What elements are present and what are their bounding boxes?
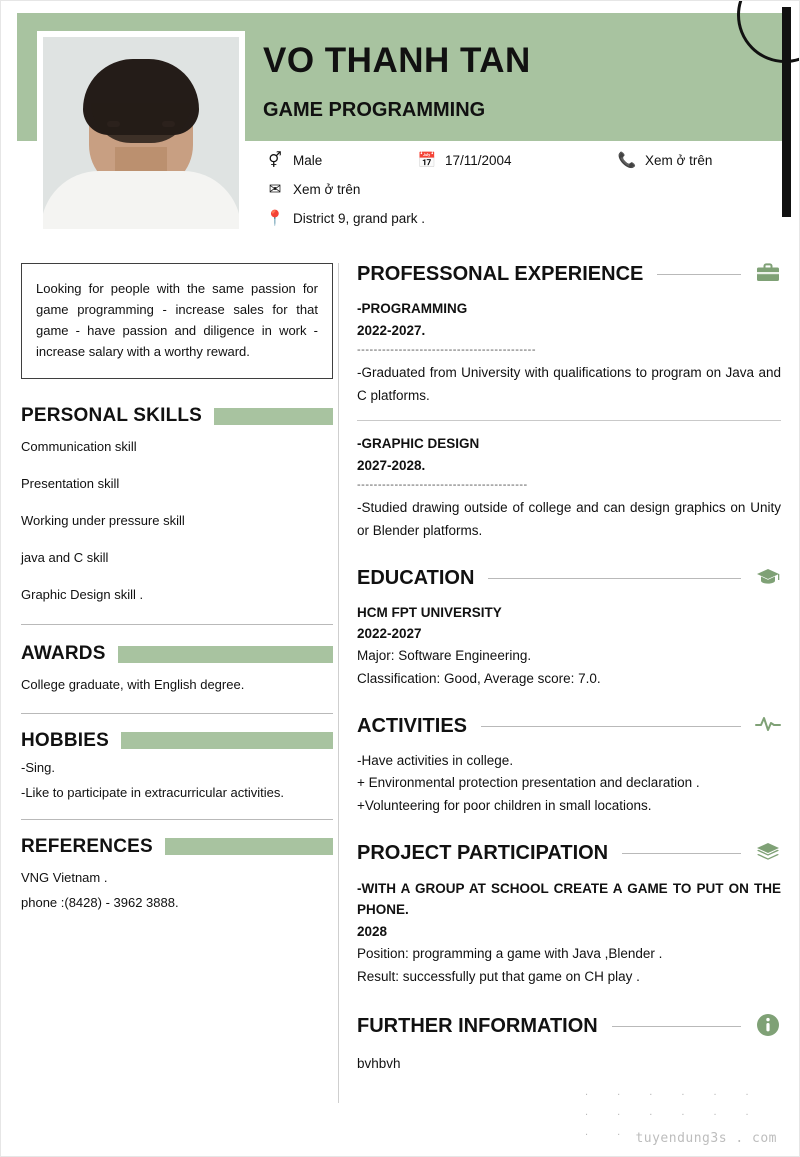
photo-shirt — [41, 171, 241, 229]
list-item: Working under pressure skill — [21, 513, 185, 529]
section-awards — [21, 643, 333, 714]
profile-photo-image — [43, 37, 239, 229]
hobbies-heading — [21, 730, 333, 752]
spacer — [357, 822, 781, 842]
contact-phone-value: Xem ở trên — [645, 152, 713, 168]
phone-icon: 📞 — [617, 152, 637, 169]
left-column — [21, 263, 333, 913]
list-item: java and C skill — [21, 550, 109, 566]
education-major: Major: Software Engineering. — [357, 648, 532, 664]
briefcase-icon — [755, 263, 781, 286]
heading-rule — [488, 578, 741, 579]
activities-heading — [357, 715, 781, 738]
activities-title: ACTIVITIES — [357, 714, 468, 737]
gender-icon: ⚥ — [268, 152, 282, 169]
contact-dob — [415, 151, 615, 169]
section-project — [357, 842, 781, 989]
experience-divider: ------------------------------------------- — [357, 343, 537, 356]
further-title: FURTHER INFORMATION — [357, 1015, 598, 1037]
layers-icon — [755, 842, 781, 866]
personal-skills-title: PERSONAL SKILLS — [21, 405, 203, 427]
photo-eye-right — [162, 121, 175, 127]
heading-accent-bar — [118, 646, 333, 663]
project-position: Position: programming a game with Java ,Blender . — [357, 946, 663, 962]
experience-period: 2022-2027. — [357, 322, 426, 338]
education-heading — [357, 567, 781, 590]
experience-role: -GRAPHIC DESIGN — [357, 436, 480, 452]
contact-row-1 — [263, 151, 783, 169]
education-period: 2022-2027 — [357, 626, 422, 642]
list-item: -Like to participate in extracurricular activities. — [21, 785, 284, 801]
activities-item: -Have activities in college. — [357, 752, 514, 768]
candidate-name: VO THANH TAN — [263, 41, 531, 80]
contact-row-3 — [263, 209, 783, 227]
spacer — [357, 547, 781, 567]
photo-eye-left — [107, 121, 120, 127]
decorative-bar — [782, 7, 791, 217]
section-rule — [21, 624, 333, 625]
profile-photo — [37, 31, 245, 235]
personal-skills-heading — [21, 405, 333, 427]
contact-email-value: Xem ở trên — [293, 181, 361, 197]
further-text: bvhbvh — [357, 1055, 401, 1071]
contact-row-2 — [263, 180, 783, 198]
column-divider — [338, 263, 339, 1103]
spacer — [357, 695, 781, 715]
section-experience — [357, 263, 781, 543]
heading-accent-bar — [121, 732, 333, 749]
contact-email — [263, 180, 360, 198]
spacer — [357, 993, 781, 1013]
pulse-icon — [755, 716, 781, 736]
project-title: PROJECT PARTICIPATION — [357, 842, 609, 865]
project-heading — [357, 842, 781, 866]
personal-skills-list — [21, 439, 333, 602]
hobbies-title: HOBBIES — [21, 729, 109, 751]
calendar-icon: 📅 — [417, 152, 437, 169]
contact-gender-value: Male — [293, 152, 323, 168]
list-item: Graphic Design skill . — [21, 587, 144, 603]
list-item: phone :(8428) - 3962 3888. — [21, 895, 179, 911]
list-item: College graduate, with English degree. — [21, 677, 245, 693]
info-circle-icon — [755, 1013, 781, 1041]
list-item: VNG Vietnam . — [21, 869, 108, 885]
list-item: -Sing. — [21, 759, 55, 775]
contact-address — [263, 209, 425, 227]
activities-item: +Volunteering for poor children in small locations. — [357, 797, 652, 813]
education-school: HCM FPT UNIVERSITY — [357, 604, 502, 620]
heading-accent-bar — [165, 838, 333, 855]
right-column — [357, 263, 781, 1079]
experience-period: 2027-2028. — [357, 458, 426, 474]
contact-block — [263, 151, 783, 238]
further-heading — [357, 1013, 781, 1041]
project-result: Result: successfully put that game on CH play . — [357, 968, 640, 984]
awards-title: AWARDS — [21, 643, 106, 665]
section-rule — [21, 819, 333, 820]
references-title: REFERENCES — [21, 835, 153, 857]
location-pin-icon: 📍 — [265, 210, 285, 227]
heading-rule — [622, 853, 741, 854]
section-education — [357, 567, 781, 691]
experience-role: -PROGRAMMING — [357, 301, 468, 316]
section-further-information — [357, 1013, 781, 1076]
contact-address-value: District 9, grand park . — [293, 210, 426, 226]
experience-divider: ----------------------------------------- — [357, 478, 528, 491]
heading-rule — [612, 1026, 741, 1027]
heading-accent-bar — [214, 408, 333, 425]
section-activities — [357, 715, 781, 818]
contact-gender — [263, 151, 415, 169]
list-item: Presentation skill — [21, 476, 120, 492]
awards-heading — [21, 643, 333, 665]
section-personal-skills — [21, 405, 333, 625]
education-title: EDUCATION — [357, 566, 475, 589]
experience-separator — [357, 420, 781, 421]
activities-item: + Environmental protection presentation and declaration . — [357, 775, 700, 791]
envelope-icon: ✉ — [268, 181, 282, 198]
experience-description: -Graduated from University with qualifications to program on Java and C platforms. — [357, 364, 781, 403]
graduation-cap-icon — [755, 567, 781, 589]
heading-rule — [481, 726, 741, 727]
contact-phone — [615, 151, 712, 169]
heading-rule — [657, 274, 741, 275]
experience-description: -Studied drawing outside of college and can design graphics on Unity or Blender platforms. — [357, 500, 781, 538]
candidate-role: GAME PROGRAMMING — [263, 99, 486, 121]
project-year: 2028 — [357, 924, 388, 940]
experience-title: PROFESSONAL EXPERIENCE — [357, 263, 644, 285]
education-classification: Classification: Good, Average score: 7.0. — [357, 670, 601, 686]
watermark-text: tuyendung3s . com — [635, 1131, 777, 1146]
contact-dob-value: 17/11/2004 — [445, 152, 512, 168]
list-item: Communication skill — [21, 439, 137, 455]
project-headline: -WITH A GROUP AT SCHOOL CREATE A GAME TO PUT ON THE PHONE. — [357, 880, 781, 918]
section-rule — [21, 713, 333, 714]
watermark-dots: . . . . . . . . . . . . . . — [585, 1086, 762, 1138]
references-heading — [21, 836, 333, 858]
section-references — [21, 836, 333, 913]
summary-box: Looking for people with the same passion for game programming - increase sales for that game - have passion and diligence in work - increase salary with a worthy reward. — [21, 263, 333, 379]
experience-heading — [357, 263, 781, 286]
section-hobbies — [21, 730, 333, 820]
photo-hair — [83, 59, 199, 135]
